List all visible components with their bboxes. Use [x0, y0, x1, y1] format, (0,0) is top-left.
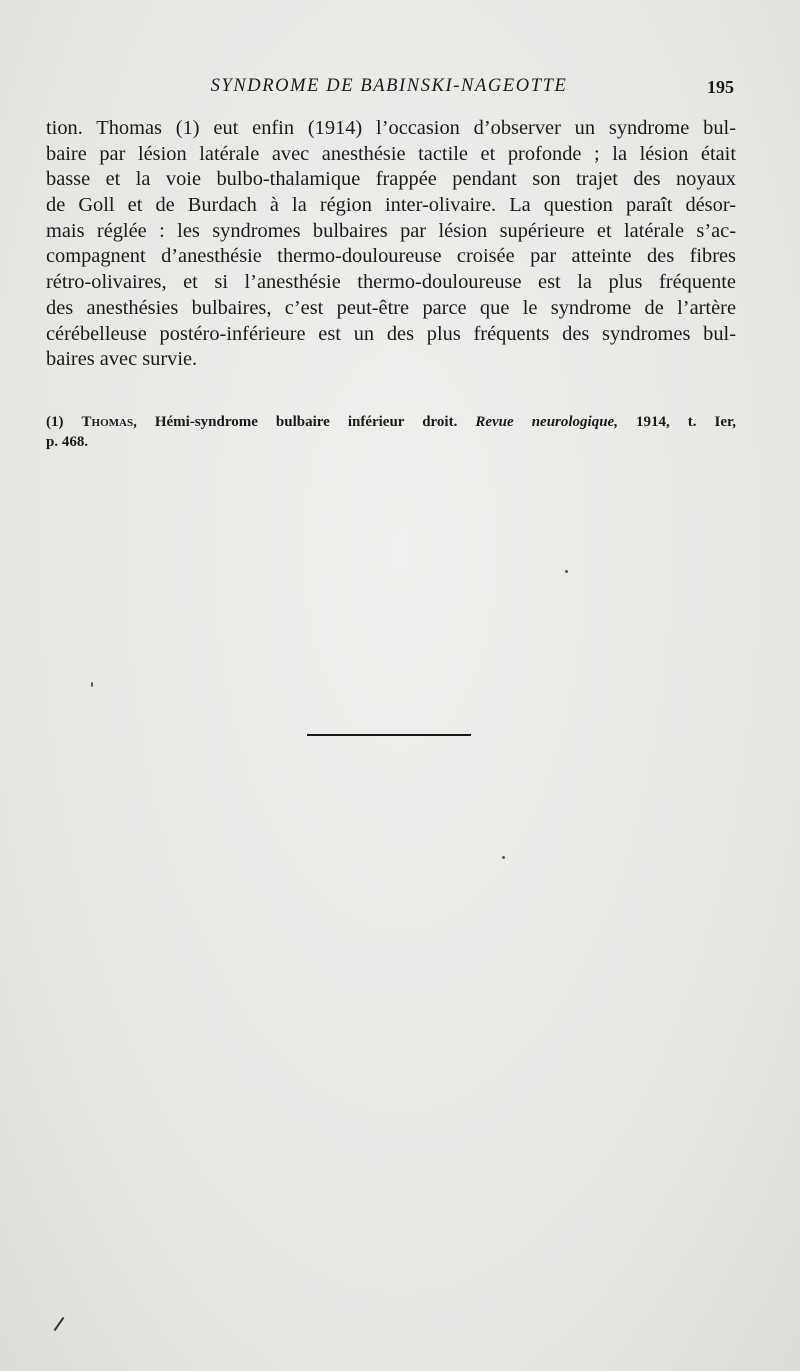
- text-line: baire par lésion latérale avec anesthésie tactile et profonde ; la lésion était: [46, 142, 736, 165]
- footnote-title: Hémi-syndrome bulbaire inférieur droit.: [154, 414, 458, 430]
- text-line: rétro-olivaires, et si l’anesthésie thermo-douloureuse est la plus fréquente: [46, 271, 736, 294]
- end-rule: [307, 734, 471, 736]
- page-number: 195: [707, 77, 734, 97]
- footnote-line: [46, 412, 736, 432]
- text-line: tion. Thomas (1) eut enfin (1914) l’occasion d’observer un syndrome bul-: [46, 117, 736, 139]
- text-line: basse et la voie bulbo-thalamique frappée pendant son trajet des noyaux: [46, 168, 736, 191]
- running-title: SYNDROME DE BABINSKI-NAGEOTTE: [210, 76, 568, 96]
- text-line: baires avec survie.: [46, 348, 198, 371]
- footnote-line: [46, 432, 736, 452]
- pencil-mark: [54, 1317, 65, 1331]
- ink-speck: [502, 856, 505, 859]
- footnote-marker: (1): [46, 414, 64, 430]
- running-head: [44, 76, 734, 102]
- footnote-journal: Revue neurologique,: [475, 414, 618, 430]
- footnote-author: Thomas,: [81, 414, 137, 430]
- ink-speck: [565, 570, 568, 573]
- text-line: cérébelleuse postéro-inférieure est un des plus fréquents des syndromes bul-: [46, 322, 736, 345]
- footnote-volume: 1914, t. Ier,: [635, 414, 737, 430]
- body-paragraph: [46, 116, 736, 373]
- footnote-pages: p. 468.: [46, 434, 89, 450]
- text-line: de Goll et de Burdach à la région inter-olivaire. La question paraît désor-: [46, 194, 736, 217]
- ink-speck: [91, 682, 93, 687]
- footnote: [46, 412, 736, 452]
- text-line: compagnent d’anesthésie thermo-douloureuse croisée par atteinte des fibres: [46, 245, 736, 268]
- text-line: des anesthésies bulbaires, c’est peut-être parce que le syndrome de l’artère: [46, 296, 736, 319]
- text-line: mais réglée : les syndromes bulbaires par lésion supérieure et latérale s’ac-: [46, 219, 736, 242]
